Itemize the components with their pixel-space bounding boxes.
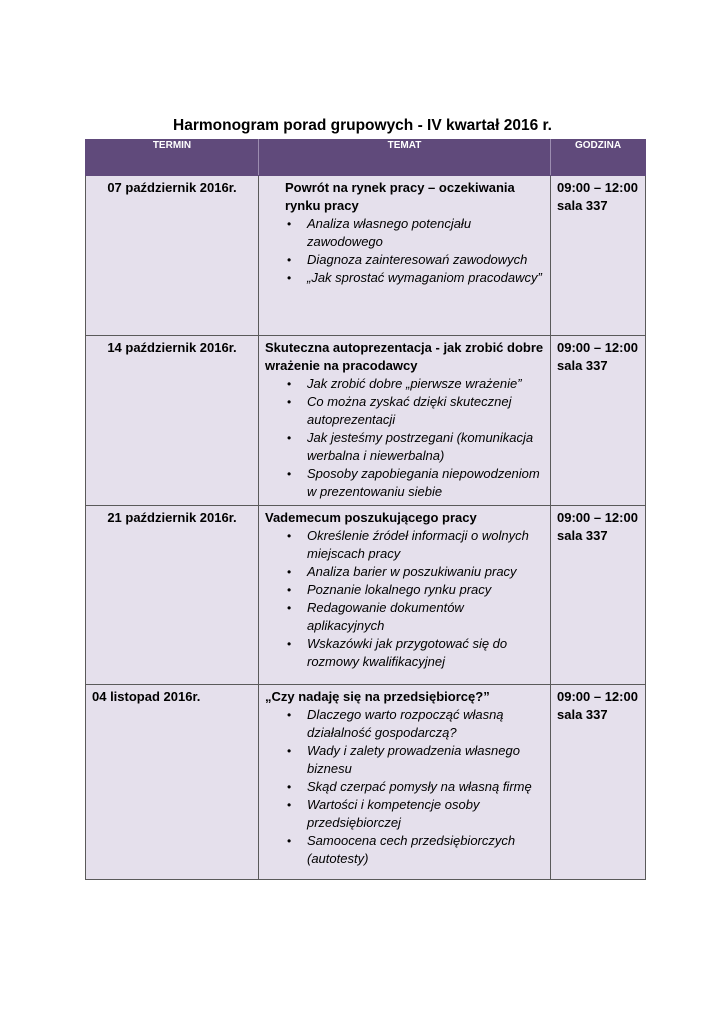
bullet-icon: • — [287, 780, 292, 794]
godzina-cell — [551, 685, 646, 880]
godzina-cell — [551, 176, 646, 336]
bullet-icon: • — [287, 377, 292, 391]
header-termin: TERMIN — [86, 140, 259, 176]
temat-title: „Czy nadaję się na przedsiębiorcę?” — [265, 689, 490, 704]
list-item: • Analiza własnego potencjału zawodowego — [287, 216, 472, 249]
list-item: • Wady i zalety prowadzenia własnego biznesu — [287, 743, 520, 776]
room-text: sala 337 — [557, 707, 608, 722]
temat-title: Vademecum poszukującego pracy — [265, 510, 477, 525]
list-item: • Określenie źródeł informacji o wolnych miejscach pracy — [287, 528, 529, 561]
bullet-icon: • — [287, 431, 292, 445]
list-item: • Poznanie lokalnego rynku pracy — [287, 582, 492, 597]
bullet-icon: • — [287, 271, 292, 285]
list-item: • Co można zyskać dzięki skutecznej autoprezentacji — [287, 394, 512, 427]
hours-text: 09:00 – 12:00 — [557, 340, 638, 355]
table-row — [86, 685, 646, 880]
list-item: • Redagowanie dokumentów aplikacyjnych — [287, 600, 464, 633]
godzina-cell — [551, 336, 646, 506]
table-row — [86, 336, 646, 506]
schedule-table — [85, 139, 646, 880]
bullet-icon: • — [287, 708, 292, 722]
table-header-row — [86, 140, 646, 176]
list-item: • Jak jesteśmy postrzegani (komunikacja werbalna i niewerbalna) — [287, 430, 534, 463]
list-item: • Analiza barier w poszukiwaniu pracy — [287, 564, 517, 579]
bullet-icon: • — [287, 744, 292, 758]
temat-list — [265, 706, 544, 868]
temat-title: Powrót na rynek pracy – oczekiwania rynku pracy — [285, 180, 515, 213]
list-item: • Diagnoza zainteresowań zawodowych — [287, 252, 528, 267]
temat-title: Skuteczna autoprezentacja - jak zrobić dobre wrażenie na pracodawcy — [265, 340, 544, 373]
temat-list — [265, 215, 544, 287]
bullet-icon: • — [287, 253, 292, 267]
temat-cell — [259, 506, 551, 685]
room-text: sala 337 — [557, 198, 608, 213]
header-godzina: GODZINA — [551, 140, 646, 176]
bullet-icon: • — [287, 601, 292, 615]
temat-cell — [259, 176, 551, 336]
temat-cell — [259, 336, 551, 506]
room-text: sala 337 — [557, 358, 608, 373]
list-item: • „Jak sprostać wymaganiom pracodawcy” — [287, 270, 542, 285]
termin-cell: 04 listopad 2016r. — [86, 685, 259, 880]
bullet-icon: • — [287, 583, 292, 597]
hours-text: 09:00 – 12:00 — [557, 180, 638, 195]
temat-list — [265, 375, 544, 501]
bullet-icon: • — [287, 565, 292, 579]
list-item: • Wskazówki jak przygotować się do rozmowy kwalifikacyjnej — [287, 636, 508, 669]
list-item: • Dlaczego warto rozpocząć własną działalność gospodarczą? — [287, 707, 504, 740]
list-item: • Skąd czerpać pomysły na własną firmę — [287, 779, 532, 794]
list-item: • Jak zrobić dobre „pierwsze wrażenie” — [287, 376, 522, 391]
hours-text: 09:00 – 12:00 — [557, 510, 638, 525]
termin-cell: 14 październik 2016r. — [86, 336, 259, 506]
bullet-icon: • — [287, 395, 292, 409]
temat-list — [265, 527, 544, 671]
temat-cell — [259, 685, 551, 880]
list-item: • Samoocena cech przedsiębiorczych (autotesty) — [287, 833, 516, 866]
list-item: • Sposoby zapobiegania niepowodzeniom w prezentowaniu siebie — [287, 466, 540, 499]
document-title: Harmonogram porad grupowych - IV kwartał 2016 r. — [173, 117, 552, 134]
bullet-icon: • — [287, 217, 292, 231]
termin-cell: 07 październik 2016r. — [86, 176, 259, 336]
termin-cell: 21 październik 2016r. — [86, 506, 259, 685]
bullet-icon: • — [287, 467, 292, 481]
godzina-cell — [551, 506, 646, 685]
header-temat: TEMAT — [259, 140, 551, 176]
room-text: sala 337 — [557, 528, 608, 543]
bullet-icon: • — [287, 529, 292, 543]
bullet-icon: • — [287, 798, 292, 812]
bullet-icon: • — [287, 637, 292, 651]
list-item: • Wartości i kompetencje osoby przedsiębiorczej — [287, 797, 480, 830]
bullet-icon: • — [287, 834, 292, 848]
hours-text: 09:00 – 12:00 — [557, 689, 638, 704]
table-row — [86, 506, 646, 685]
table-row — [86, 176, 646, 336]
